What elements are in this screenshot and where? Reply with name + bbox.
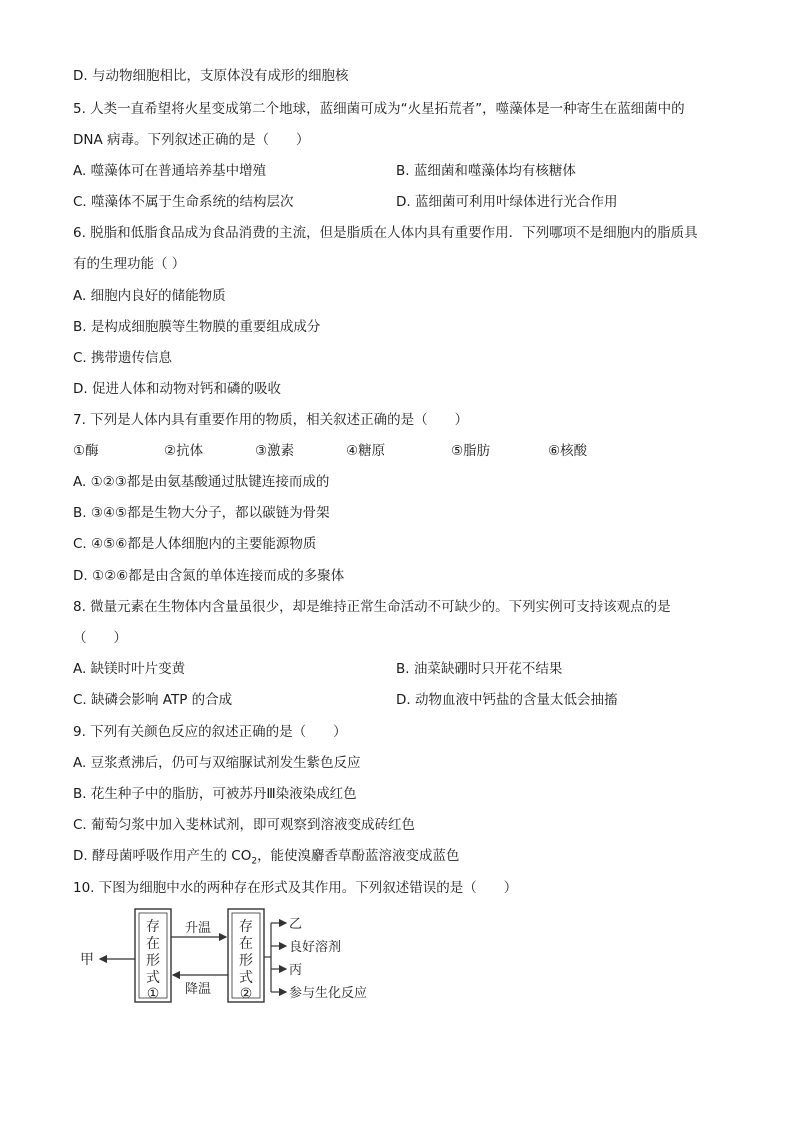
- question-7-option-c: C. ④⑤⑥都是人体细胞内的主要能源物质: [73, 536, 317, 552]
- question-8-option-a: A. 缺镁时叶片变黄: [73, 661, 186, 677]
- water-forms-diagram: [78, 905, 398, 1010]
- question-6-stem-cont: 有的生理功能（ ）: [73, 256, 186, 272]
- question-9-option-d: [73, 847, 460, 865]
- question-7-stem: 7. 下列是人体内具有重要作用的物质，相关叙述正确的是（ ）: [73, 412, 469, 428]
- box2-char-3: 式: [239, 970, 253, 986]
- question-8-option-d: D. 动物血液中钙盐的含量太低会抽搐: [396, 692, 618, 708]
- question-5-stem-cont: DNA 病毒。下列叙述正确的是（ ）: [73, 132, 310, 148]
- question-9-option-c: C. 葡萄匀浆中加入斐林试剂，即可观察到溶液变成砖红色: [73, 817, 416, 833]
- question-9-option-b: B. 花生种子中的脂肪，可被苏丹Ⅲ染液染成红色: [73, 786, 357, 802]
- box2-char-4: ②: [239, 986, 253, 1002]
- substance-5: ⑤脂肪: [451, 443, 491, 459]
- question-5-option-a: A. 噬藻体可在普通培养基中增殖: [73, 163, 267, 179]
- substance-3: ③激素: [255, 443, 295, 459]
- question-6-option-b: B. 是构成细胞膜等生物膜的重要组成成分: [73, 319, 321, 335]
- box1-char-2: 形: [146, 953, 160, 969]
- question-8-stem-cont: （ ）: [73, 630, 127, 646]
- question-8-option-b: B. 油菜缺硼时只开花不结果: [396, 661, 563, 677]
- question-5-option-b: B. 蓝细菌和噬藻体均有核糖体: [396, 163, 576, 179]
- question-7-option-a: A. ①②③都是由氨基酸通过肽键连接而成的: [73, 474, 330, 490]
- question-5-stem: 5. 人类一直希望将火星变成第二个地球，蓝细菌可成为“火星拓荒者”，噬藻体是一种寄生在蓝细菌中的: [73, 101, 685, 117]
- substance-1: ①酶: [73, 443, 99, 459]
- question-6-option-d: D. 促进人体和动物对钙和磷的吸收: [73, 381, 281, 397]
- question-9-option-a: A. 豆浆煮沸后，仍可与双缩脲试剂发生紫色反应: [73, 755, 361, 771]
- line-q4-option-d: D. 与动物细胞相比，支原体没有成形的细胞核: [73, 68, 349, 84]
- label-heating: 升温: [184, 921, 212, 936]
- substance-2: ②抗体: [164, 443, 204, 459]
- box2-char-2: 形: [239, 953, 253, 969]
- question-6-stem: 6. 脱脂和低脂食品成为食品消费的主流，但是脂质在人体内具有重要作用．下列哪项不是细胞内的脂质具: [73, 225, 698, 241]
- q9d-text-pre: D. 酵母菌呼吸作用产生的 CO: [73, 848, 252, 864]
- label-jia: 甲: [80, 952, 94, 968]
- q9d-subscript: 2: [251, 856, 258, 867]
- output-label-3: 丙: [289, 963, 303, 978]
- box1-char-1: 在: [146, 936, 160, 952]
- question-6-option-c: C. 携带遗传信息: [73, 350, 173, 366]
- question-5-option-d: D. 蓝细菌可利用叶绿体进行光合作用: [396, 194, 618, 210]
- output-label-4: 参与生化反应: [289, 986, 368, 1001]
- question-10-stem: 10. 下图为细胞中水的两种存在形式及其作用。下列叙述错误的是（ ）: [73, 880, 518, 896]
- box1-char-3: 式: [146, 970, 160, 986]
- question-7-option-b: B. ③④⑤都是生物大分子，都以碳链为骨架: [73, 505, 330, 521]
- box1-char-0: 存: [146, 919, 160, 935]
- output-label-1: 乙: [289, 917, 303, 932]
- box2-char-1: 在: [239, 936, 253, 952]
- box1-char-4: ①: [146, 986, 160, 1002]
- question-8-stem: 8. 微量元素在生物体内含量虽很少，却是维持正常生命活动不可缺少的。下列实例可支持该观点的是: [73, 599, 671, 615]
- q9d-text-post: ，能使溴麝香草酚蓝溶液变成蓝色: [257, 848, 460, 864]
- output-label-2: 良好溶剂: [289, 940, 342, 955]
- label-cooling: 降温: [184, 982, 212, 997]
- box2-char-0: 存: [239, 919, 253, 935]
- question-6-option-a: A. 细胞内良好的储能物质: [73, 288, 226, 304]
- question-8-option-c: C. 缺磷会影响 ATP 的合成: [73, 692, 233, 708]
- substance-6: ⑥核酸: [548, 443, 588, 459]
- question-5-option-c: C. 噬藻体不属于生命系统的结构层次: [73, 194, 294, 210]
- substance-4: ④糖原: [346, 443, 386, 459]
- question-9-stem: 9. 下列有关颜色反应的叙述正确的是（ ）: [73, 724, 347, 740]
- question-7-option-d: D. ①②⑥都是由含氮的单体连接而成的多聚体: [73, 568, 345, 584]
